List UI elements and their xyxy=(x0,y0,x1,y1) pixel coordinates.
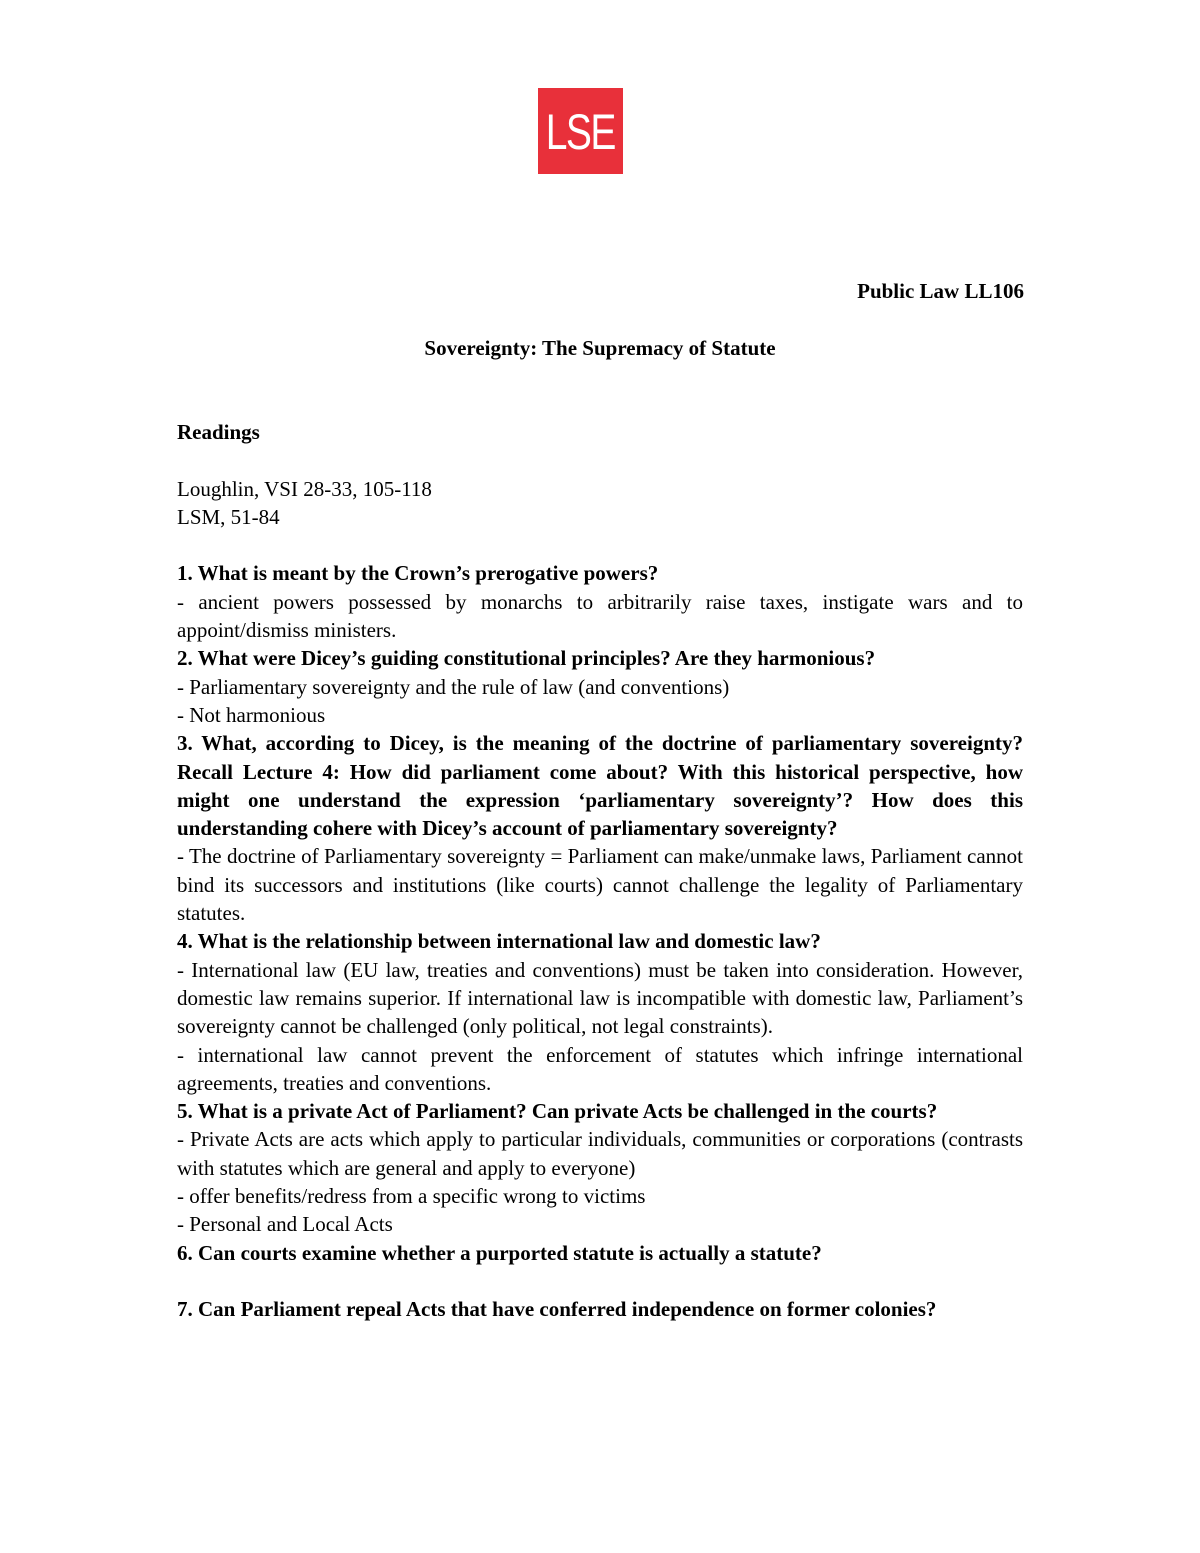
question-1: 1. What is meant by the Crown’s prerogative powers? xyxy=(177,561,659,586)
course-code: Public Law LL106 xyxy=(857,279,1024,303)
readings-heading: Readings xyxy=(177,420,260,444)
answer-item: - international law cannot prevent the enforcement of statutes which infringe international agreements, treaties and conventions. xyxy=(177,1042,1023,1095)
answer-item: - Private Acts are acts which apply to particular individuals, communities or corporations (contrasts with statutes which are general and apply to everyone) xyxy=(177,1127,1023,1180)
answer-item: - ancient powers possessed by monarchs to arbitrarily raise taxes, instigate wars and to appoint/dismiss ministers. xyxy=(177,589,1023,643)
reading-item: Loughlin, VSI 28-33, 105-118 xyxy=(177,476,432,501)
question-3: 3. What, according to Dicey, is the meaning of the doctrine of parliamentary sovereignty? Recall Lecture 4: How did parliament come about? With this historical perspective, how might one understand the expression ‘parliamentary sovereignty’? How does this understanding cohere with Dicey’s account of parliamentary sovereignty? xyxy=(177,731,1023,841)
answer-item: - Personal and Local Acts xyxy=(177,1212,393,1237)
answer-item: - International law (EU law, treaties and conventions) must be taken into consideration. However, domestic law remains superior. If international law is incompatible with domestic law, Parliament’s sovereignty cannot be challenged (only political, not legal constraints). xyxy=(177,957,1023,1039)
question-5: 5. What is a private Act of Parliament? Can private Acts be challenged in the courts? xyxy=(177,1099,938,1124)
lse-logo xyxy=(538,88,623,174)
lse-logo-text: LSE xyxy=(545,104,616,160)
question-7: 7. Can Parliament repeal Acts that have conferred independence on former colonies? xyxy=(177,1297,937,1322)
question-6: 6. Can courts examine whether a purported statute is actually a statute? xyxy=(177,1240,822,1265)
question-2: 2. What were Dicey’s guiding constitutional principles? Are they harmonious? xyxy=(177,646,876,671)
document-title: Sovereignty: The Supremacy of Statute xyxy=(424,336,776,360)
answer-item: - Not harmonious xyxy=(177,702,326,727)
question-4: 4. What is the relationship between international law and domestic law? xyxy=(177,929,821,954)
answer-item: - Parliamentary sovereignty and the rule of law (and conventions) xyxy=(177,674,730,699)
reading-item: LSM, 51-84 xyxy=(177,504,280,529)
answer-item: - offer benefits/redress from a specific wrong to victims xyxy=(177,1184,646,1209)
answer-item: - The doctrine of Parliamentary sovereignty = Parliament can make/unmake laws, Parliament cannot bind its successors and institutions (like courts) cannot challenge the legality of Parliamentary statutes. xyxy=(177,844,1023,926)
document-body xyxy=(177,418,1023,1324)
